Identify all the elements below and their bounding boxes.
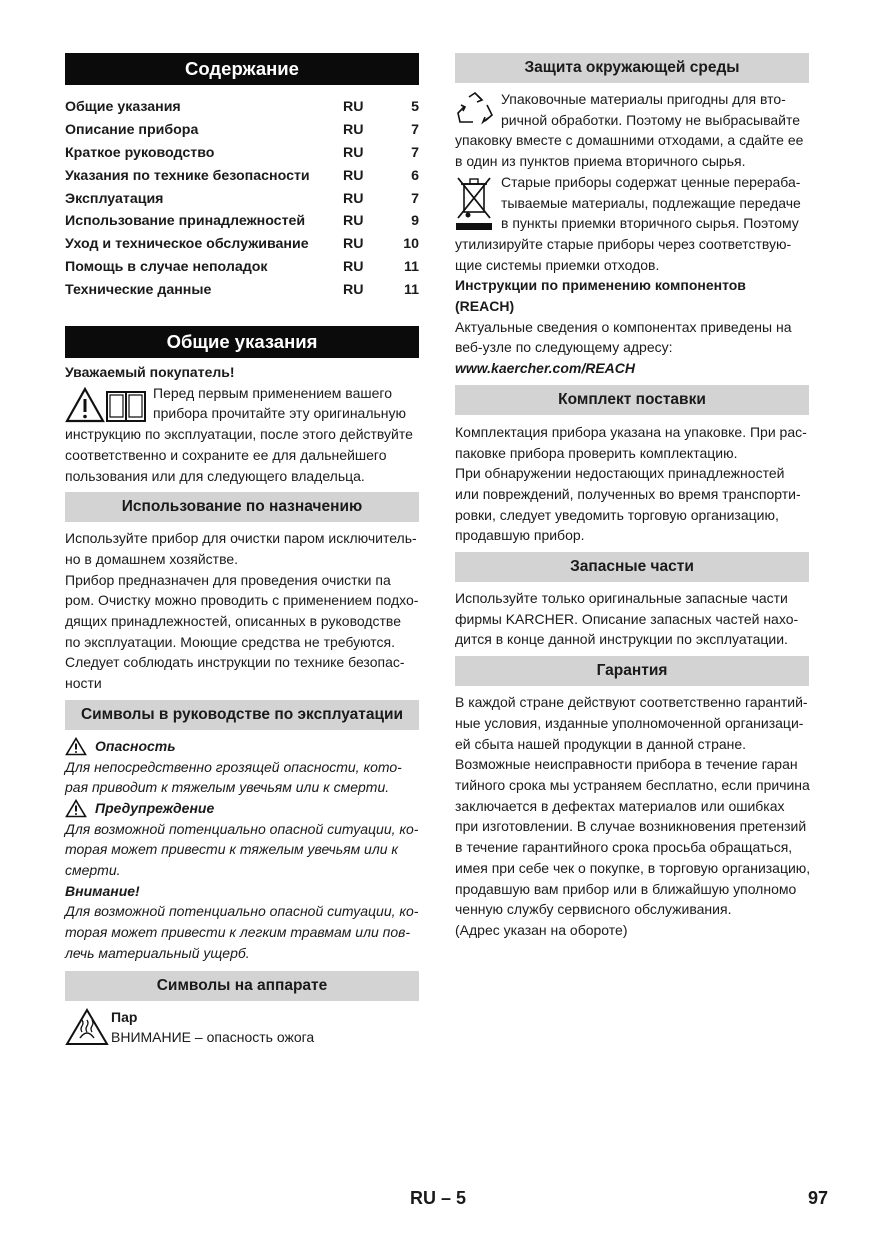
warning-triangle-icon — [65, 737, 87, 756]
danger-label: Опасность — [65, 736, 419, 757]
symbols-device-heading: Символы на аппарате — [65, 971, 419, 1001]
steam-label: Пар — [111, 1008, 138, 1025]
greeting: Уважаемый покупатель! — [65, 364, 235, 381]
steam-symbol-block — [65, 1007, 419, 1048]
warning-triangle-icon — [65, 799, 87, 818]
spare-parts-heading: Запасные части — [455, 552, 809, 582]
toc-row[interactable]: Общие указания RU 5 — [65, 99, 419, 115]
footer-section-label: RU – 5 — [410, 1188, 467, 1208]
delivery-section: Комплектация прибора указана на упаковке. При рас- паковке прибора проверить комплектацию. При обнаружении недостающих принадлежностей или повреждений, полученных во время транспорти- ровки, следует уведомить торговую организацию, продавшую прибор. — [455, 423, 807, 544]
recycling-icon — [455, 91, 495, 127]
toc-heading: Содержание — [65, 53, 419, 85]
general-section — [65, 362, 419, 486]
warranty-heading: Гарантия — [455, 656, 809, 686]
reach-link[interactable]: www.kaercher.com/REACH — [455, 360, 635, 377]
symbols-manual-section: Опасность Для непосредственно грозящей опасности, кото- рая приводит к тяжелым увечьям или к смерти. Предупреждение Для возможной потенциально опасной ситуации, ко- торая может привести к тяжелым увечьям или к смерти. Внимание! Для возможной потенциально опасной ситуации, ко- торая может привести к легким травмам или пов- лечь материальный ущерб. — [65, 737, 419, 961]
warning-manual-icon — [65, 386, 147, 424]
read-manual-block: Перед первым применением вашего прибора прочитайте эту оригинальную инструкцию по эксплуатации, после этого действуйте соответственно и сохраните ее для дальнейшего пользования или для следующего владельца. — [65, 384, 413, 484]
general-heading: Общие указания — [65, 326, 419, 358]
warning-label: Предупреждение — [65, 798, 419, 819]
page-number: 97 — [808, 1188, 829, 1208]
reach-heading: Инструкции по применению компонентов — [455, 277, 746, 294]
intended-use-heading: Использование по назначению — [65, 492, 419, 522]
left-column — [65, 53, 419, 1048]
hot-steam-icon — [65, 1008, 109, 1046]
toc-row[interactable]: Уход и техническое обслуживание RU 10 — [65, 236, 419, 253]
environment-section: Упаковочные материалы пригодны для вто- ричной обработки. Поэтому не выбрасывайте упаковку вместе с домашними отходами, а сдайте ее в один из пунктов приема вторичного сырья. Старые приборы содержат ценные перераба- тываемые материалы, подлежащие передаче в пункты приемки вторичного сырья. Поэтому утилизируйте старые приборы через соответствую- щие системы приемки отходов. Инструкции по применению компонентов (REACH) Актуальные сведения о компонентах приведены на веб-узле по следующему адресу: www.kaercher.com/REACH — [455, 89, 809, 379]
spare-parts-section: Используйте только оригинальные запасные части фирмы KARCHER. Описание запасных частей нахо- дится в конце данной инструкции по эксплуатации. — [455, 590, 799, 648]
toc-row[interactable]: Использование принадлежностей RU 9 — [65, 213, 419, 230]
caution-label: Внимание! — [65, 882, 140, 899]
delivery-heading: Комплект поставки — [455, 385, 809, 415]
table-of-contents — [65, 96, 419, 302]
steam-warning: ВНИМАНИЕ – опасность ожога — [111, 1029, 315, 1046]
environment-heading: Защита окружающей среды — [455, 53, 809, 83]
toc-row[interactable]: Указания по технике безопасности RU 6 — [65, 167, 419, 184]
toc-row[interactable]: Технические данные RU 11 — [65, 282, 419, 299]
toc-row[interactable]: Краткое руководство RU 7 — [65, 144, 419, 161]
recycling-block: Упаковочные материалы пригодны для вто- ричной обработки. Поэтому не выбрасывайте упаковку вместе с домашними отходами, а сдайте ее в один из пунктов приема вторичного сырья. — [455, 91, 804, 170]
intended-use-section: Используйте прибор для очистки паром исключитель- но в домашнем хозяйстве. Прибор предназначен для проведения очистки па ром. Очистку можно проводить с применением подхо- дящих принадлежностей, описанных в руководстве по эксплуатации. Моющие средства не требуются. Следует соблюдать инструкции по технике безопас- ности — [65, 530, 419, 692]
crossed-bin-icon — [455, 174, 495, 232]
warranty-section: В каждой стране действуют соответственно гарантий- ные условия, изданные уполномоченной организаци- ей сбыта нашей продукции в данной стране. Возможные неисправности прибора в течение гаран тийного срока мы устраняем бесплатно, если причина заключается в дефектах материалов или ошибках при изготовлении. В случае возникновения претензий в течение гарантийного срока просьба обращаться, имея при себе чек о покупке, в торговую организацию, продавшую вам прибор или в ближайшую уполномо ченную службу сервисного обслуживания. (Адрес указан на обороте) — [455, 694, 811, 938]
symbols-manual-heading: Символы в руководстве по эксплуатации — [65, 700, 419, 730]
toc-row[interactable]: Описание прибора RU 7 — [65, 121, 419, 138]
toc-row[interactable]: Эксплуатация RU 7 — [65, 190, 419, 207]
disposal-block: Старые приборы содержат ценные перераба- тываемые материалы, подлежащие передаче в пункты приемки вторичного сырья. Поэтому утилизируйте старые приборы через соответствую- щие системы приемки отходов. — [455, 173, 801, 273]
right-column — [455, 53, 809, 941]
toc-row[interactable]: Помощь в случае неполадок RU 11 — [65, 259, 419, 276]
